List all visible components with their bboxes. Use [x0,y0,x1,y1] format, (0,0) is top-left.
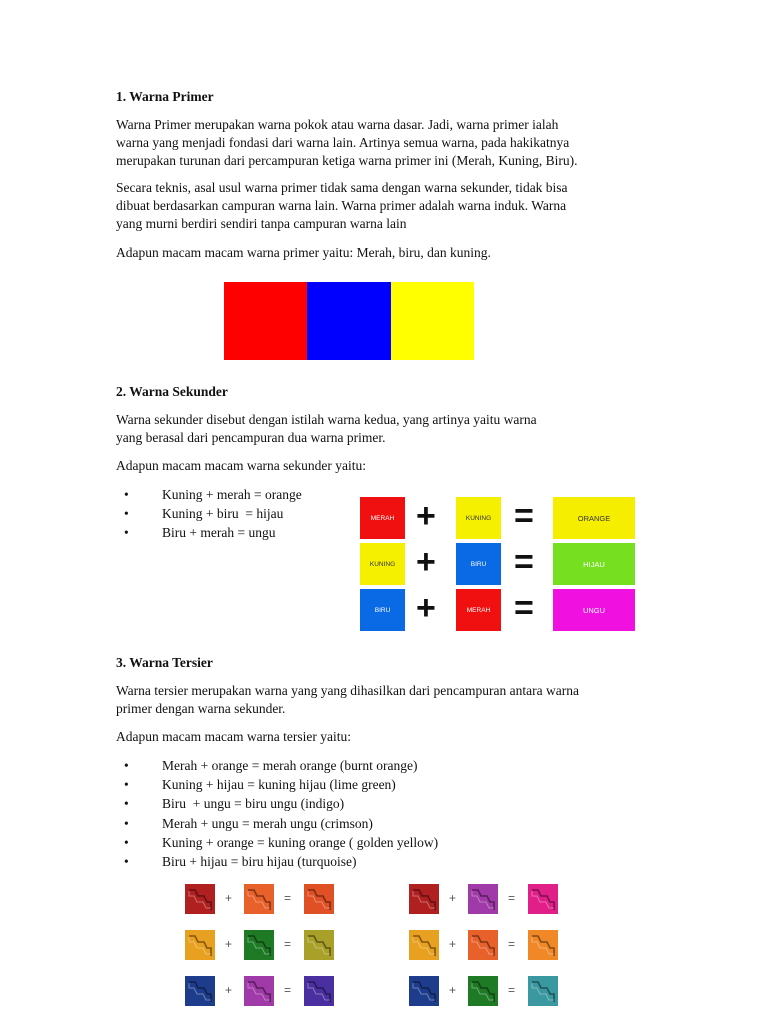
paragraph-tersier-1: Warna tersier merupakan warna yang yang dihasilkan dari pencampuran antara warna primer dengan warna sekunder. [116,683,579,716]
equals-sign: = [284,891,292,905]
list-item: • Kuning + hijau = kuning hijau (lime green) [124,775,438,794]
plus-sign: + [449,891,457,905]
mix-swatch-kuning: KUNING [456,497,501,539]
mix-swatch-merah: MERAH [456,589,501,631]
tertiary-swatch [409,930,439,960]
plus-sign: + [449,937,457,951]
mix-swatch-merah: MERAH [360,497,405,539]
equals-sign: = [514,497,534,535]
list-item: • Biru + merah = ungu [124,523,302,542]
tertiary-swatch [304,930,334,960]
tertiary-swatch [409,884,439,914]
tertiary-swatch [528,930,558,960]
paragraph-primer-3: Adapun macam macam warna primer yaitu: Merah, biru, dan kuning. [116,245,491,260]
list-item: • Merah + orange = merah orange (burnt orange) [124,756,438,775]
tertiary-swatch [468,930,498,960]
secondary-mix-diagram [360,497,636,631]
plus-sign: + [416,589,436,627]
equals-sign: = [284,937,292,951]
list-item: • Biru + ungu = biru ungu (indigo) [124,794,438,813]
paragraph-sekunder-1: Warna sekunder disebut dengan istilah warna kedua, yang artinya yaitu warna yang berasal dari pencampuran dua warna primer. [116,412,537,445]
secondary-color-list [124,485,302,543]
tertiary-swatch [468,976,498,1006]
list-item: • Kuning + biru = hijau [124,504,302,523]
paragraph-primer-1: Warna Primer merupakan warna pokok atau warna dasar. Jadi, warna primer ialah warna yang menjadi fondasi dari warna lain. Artinya semua warna, pada hakikatnya merupakan turunan dari percampuran ketiga warna primer ini (Merah, Kuning, Biru). [116,117,578,168]
tertiary-mix-diagram-left [185,884,345,1009]
list-item: • Kuning + orange = kuning orange ( golden yellow) [124,833,438,852]
list-item: • Merah + ungu = merah ungu (crimson) [124,814,438,833]
heading-warna-primer: 1. Warna Primer [116,89,214,104]
equals-sign: = [514,589,534,627]
tertiary-swatch [185,884,215,914]
mix-swatch-kuning: KUNING [360,543,405,585]
tertiary-swatch [528,884,558,914]
tertiary-swatch [528,976,558,1006]
list-item: • Kuning + merah = orange [124,485,302,504]
primary-color-strip [224,282,474,360]
mix-swatch-biru: BIRU [456,543,501,585]
tertiary-swatch [468,884,498,914]
list-item: • Biru + hijau = biru hijau (turquoise) [124,852,438,871]
result-swatch-orange: ORANGE [553,497,635,539]
heading-warna-tersier: 3. Warna Tersier [116,655,213,670]
tertiary-mix-diagram-right [409,884,569,1009]
equals-sign: = [284,983,292,997]
primary-red-swatch [224,282,307,360]
tertiary-color-list [124,756,438,871]
tertiary-swatch [304,976,334,1006]
tertiary-swatch [244,930,274,960]
tertiary-swatch [304,884,334,914]
primary-blue-swatch [307,282,390,360]
plus-sign: + [416,543,436,581]
paragraph-tersier-2: Adapun macam macam warna tersier yaitu: [116,729,352,744]
equals-sign: = [514,543,534,581]
plus-sign: + [416,497,436,535]
tertiary-swatch [244,884,274,914]
plus-sign: + [225,983,233,997]
equals-sign: = [508,891,516,905]
equals-sign: = [508,937,516,951]
plus-sign: + [225,937,233,951]
tertiary-swatch [185,976,215,1006]
result-swatch-hijau: HIJAU [553,543,635,585]
mix-swatch-biru: BIRU [360,589,405,631]
heading-warna-sekunder: 2. Warna Sekunder [116,384,228,399]
primary-yellow-swatch [391,282,474,360]
paragraph-sekunder-2: Adapun macam macam warna sekunder yaitu: [116,458,367,473]
tertiary-swatch [244,976,274,1006]
tertiary-swatch [185,930,215,960]
equals-sign: = [508,983,516,997]
paragraph-primer-2: Secara teknis, asal usul warna primer tidak sama dengan warna sekunder, tidak bisa dibuat berdasarkan campuran warna lain. Warna primer adalah warna induk. Warna yang murni berdiri sendiri tanpa campuran warna lain [116,180,568,231]
plus-sign: + [225,891,233,905]
plus-sign: + [449,983,457,997]
tertiary-swatch [409,976,439,1006]
result-swatch-ungu: UNGU [553,589,635,631]
